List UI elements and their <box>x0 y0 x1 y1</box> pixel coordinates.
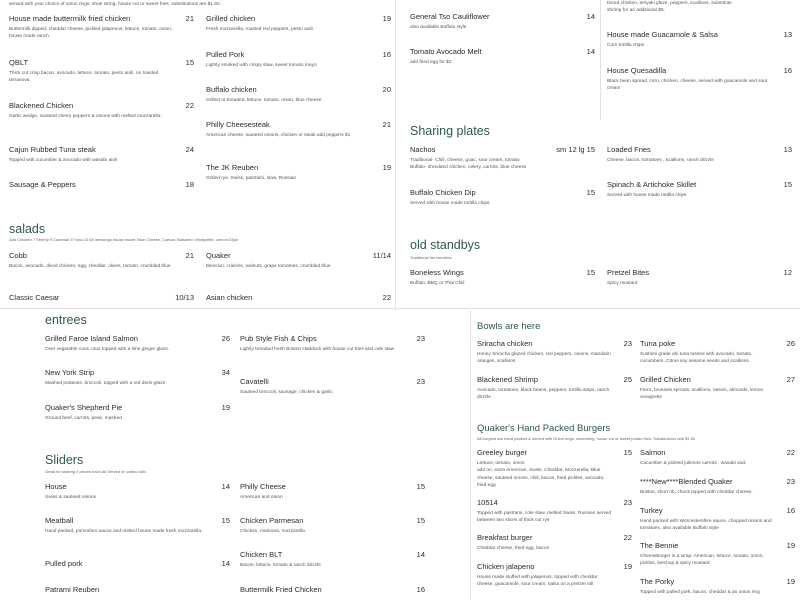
item-name: Nachos <box>410 145 436 154</box>
item-name: ****New****Blended Quaker <box>640 477 733 486</box>
item-price: sm 12 lg 15 <box>556 145 595 154</box>
item-price: 24 <box>185 145 194 154</box>
salads-subtitle: Add Chicken 7 Shrimp 9 Calamari 9 Tuna 10 All dressings house made: Blue Cheese, Caesar, Balsamic Vinaigrette, Lemon Dijon <box>9 237 239 242</box>
item-name: Pulled Pork <box>206 50 245 59</box>
item-name: Cobb <box>9 251 27 260</box>
item-desc: Garlic wedge, sauteed cherry peppers & onions with melted mozzarella. <box>9 114 162 119</box>
section-title-bowls: Bowls are here <box>477 321 541 332</box>
item-price: 16 <box>382 50 391 59</box>
item-price: 15 <box>416 516 425 525</box>
item-price: 14 <box>221 482 230 491</box>
item-price: 23 <box>416 334 425 343</box>
item-price: 14 <box>586 47 595 56</box>
item-name: Grilled chicken <box>206 14 256 23</box>
item-desc: Sauteed broccoli, sausage, chicken & garlic <box>240 390 333 395</box>
item-desc: Sushimi grade ahi tuna tossed with avocado, tomato, cucumbers, Citrus soy sesame seeds and scallions <box>640 352 753 365</box>
item-desc: Brisket, short rib, chuck topped with cheddar cheese. <box>640 490 753 495</box>
item-name: Chicken Parmesan <box>240 516 304 525</box>
item-price: 13 <box>783 145 792 154</box>
item-name: Breakfast burger <box>477 533 533 542</box>
item-price: 19 <box>221 403 230 412</box>
burgers-subtitle: All burgers are hand packed & served with Onion rings, shoestring, house cut or sweet potato fries. Substitutions add $1.50 <box>477 436 696 441</box>
col4-intro: Diced chicken, teriyaki glaze, peppers, scallions, substitute shrimp for an additional $6. <box>607 1 732 14</box>
item-desc: Grilled or breaded, lettuce, tomato, onion, blue cheese <box>206 98 322 103</box>
item-desc: Lettuce, tomato, onion add on: extra American, Swiss, Cheddar, Mozzarella, Blue cheese, sauteed onions, chili, bacon, fried pickles, avocado, fried egg <box>477 461 605 489</box>
item-price: 21 <box>185 251 194 260</box>
item-price: 12 <box>783 268 792 277</box>
item-price: 18 <box>185 180 194 189</box>
item-price: 22 <box>185 101 194 110</box>
item-price: 19 <box>382 14 391 23</box>
item-desc: also available Buffalo style <box>410 25 467 30</box>
item-price: 14 <box>586 12 595 21</box>
item-desc: Cheeseburger in a wrap, American, lettuce, tomato, onion, pickles, ketchup & spicy mustard <box>640 554 764 567</box>
item-price: 23 <box>786 477 795 486</box>
item-desc: Topped with pastrami, cole slaw, melted Swiss, Russian served between two slices of thick cut rye <box>477 511 612 524</box>
item-name: Cavatelli <box>240 377 269 386</box>
item-name: House made buttermilk fried chicken <box>9 14 131 23</box>
item-name: Grilled Faroe Island Salmon <box>45 334 138 343</box>
item-desc: Hand packed with Worcestershire sauce, chopped onions and tomatoes, also available Buffalo style <box>640 519 772 532</box>
item-price: 11/14 <box>372 251 391 260</box>
item-name: General Tso Cauliflower <box>410 12 490 21</box>
item-name: Quaker's Shepherd Pie <box>45 403 123 412</box>
item-name: The JK Reuben <box>206 163 259 172</box>
section-title-burgers: Quaker's Hand Packed Burgers <box>477 423 611 434</box>
item-desc: Traditional- Chili, cheese, guac, sour cream, tomato Buffalo- shredded chicken, celery, carrots, blue cheese <box>410 158 527 171</box>
item-desc: House made stuffed with jalapenos, topped with cheddar cheese, guacamole, sour cream, salsa on a pretzel roll <box>477 575 598 588</box>
item-name: Buttermilk Fried Chicken <box>240 585 322 594</box>
item-desc: Corn tortilla chips <box>607 43 645 48</box>
item-price: 26 <box>786 339 795 348</box>
item-name: Pub Style Fish & Chips <box>240 334 317 343</box>
item-desc: American and onion <box>240 495 283 500</box>
item-desc: Over vegetable cous cous topped with a lime ginger glaze. <box>45 347 170 352</box>
item-price: 23 <box>416 377 425 386</box>
item-name: Pretzel Bites <box>607 268 650 277</box>
item-price: 23 <box>623 498 632 507</box>
item-desc: Topped with cucumber & avocado with wasabi aioli <box>9 158 117 163</box>
item-name: Loaded Fries <box>607 145 651 154</box>
item-name: Buffalo Chicken Dip <box>410 188 476 197</box>
item-desc: Grilled rye, Swiss, pastrami, slaw, Russian <box>206 176 297 181</box>
item-price: 19 <box>786 577 795 586</box>
item-name: Salmon <box>640 448 666 457</box>
item-desc: Black bean spread, corn, chicken, cheese, served with guacamole and sour cream <box>607 79 768 92</box>
item-desc: Bacon, lettuce, tomato & ranch drizzle <box>240 563 321 568</box>
item-price: 19 <box>382 163 391 172</box>
item-name: House <box>45 482 67 491</box>
item-name: Chicken BLT <box>240 550 283 559</box>
item-name: Spinach & Artichoke Skillet <box>607 180 697 189</box>
item-price: 15 <box>586 268 595 277</box>
item-desc: Served with house made tortilla chips <box>410 201 490 206</box>
item-name: QBLT <box>9 58 29 67</box>
item-price: 22 <box>382 293 391 302</box>
item-price: 21 <box>382 120 391 129</box>
item-price: 26 <box>221 334 230 343</box>
item-price: 13 <box>783 30 792 39</box>
item-desc: Thick cut crisp bacon, avocado, lettuce, tomato, pesto aioli, on toasted terranova. <box>9 71 159 84</box>
item-desc: Cucumber & pickled julienne carrots , wasabi aioli <box>640 461 746 466</box>
item-name: Cajun Rubbed Tuna steak <box>9 145 96 154</box>
item-price: 19 <box>623 562 632 571</box>
item-name: Pulled pork <box>45 559 83 568</box>
item-desc: Swiss & sauteed onions <box>45 495 96 500</box>
item-name: House Quesadilla <box>607 66 667 75</box>
item-price: 22 <box>786 448 795 457</box>
item-price: 15 <box>623 448 632 457</box>
item-name: Blackened Chicken <box>9 101 74 110</box>
item-price: 16 <box>783 66 792 75</box>
sliders-subtitle: Great for sharing 3 pieces each All Served on potato rolls <box>45 469 147 474</box>
item-price: 34 <box>221 368 230 377</box>
item-name: Chicken jalapeno <box>477 562 535 571</box>
item-price: 20 <box>382 85 391 94</box>
item-price: 15 <box>221 516 230 525</box>
item-name: Greeley burger <box>477 448 528 457</box>
item-price: 15 <box>586 188 595 197</box>
item-desc: Served with house made tortilla chips <box>607 193 687 198</box>
item-desc: Hand packed, pomodoro sauce and melted house made fresh mozzarella. <box>45 529 203 534</box>
item-desc: Bacon, avocado, diced chicken, egg, cheddar, olives, tomato, crumbled blue <box>9 264 171 269</box>
item-desc: Chicken, marinara, mozzarella <box>240 529 305 534</box>
item-price: 10/13 <box>175 293 194 302</box>
item-name: Tomato Avocado Melt <box>410 47 482 56</box>
item-price: 22 <box>623 533 632 542</box>
section-title-standbys: old standbys <box>410 238 481 252</box>
item-desc: Mesclun, craisins, walnuts, grape tomatoes, crumbled blue <box>206 264 331 269</box>
item-desc: Fresh mozzarella, roasted red peppers, pesto aioli <box>206 27 313 32</box>
item-price: 14 <box>416 550 425 559</box>
item-price: 21 <box>185 14 194 23</box>
item-name: Meatball <box>45 516 74 525</box>
item-desc: Ground beef, carrots, peas, mashed <box>45 416 122 421</box>
item-price: 16 <box>786 506 795 515</box>
standbys-subtitle: Traditional fan favorites <box>410 255 452 260</box>
item-name: Boneless Wings <box>410 268 464 277</box>
item-price: 27 <box>786 375 795 384</box>
section-title-sliders: Sliders <box>45 453 84 467</box>
item-desc: Buttermilk dipped, cheddar cheese, pickled jalapenos, lettuce, tomato, onion, house made ranch. <box>9 27 173 40</box>
item-desc: Avocado, tomatoes, black beans, peppers, tortilla strips, ranch drizzle <box>477 388 610 401</box>
section-title-sharing: Sharing plates <box>410 124 490 138</box>
item-price: 15 <box>783 180 792 189</box>
item-name: Turkey <box>640 506 663 515</box>
item-price: 15 <box>416 482 425 491</box>
item-desc: Topped with pulled pork, bacon, cheddar & an onion ring <box>640 590 760 595</box>
item-price: 16 <box>416 585 425 594</box>
item-name: Blackened Shrimp <box>477 375 538 384</box>
item-desc: Cheddar cheese, fried egg, bacon <box>477 546 550 551</box>
item-name: 10514 <box>477 498 498 507</box>
item-name: House made Guacamole & Salsa <box>607 30 718 39</box>
item-price: 19 <box>786 541 795 550</box>
item-name: Philly Cheese <box>240 482 286 491</box>
item-name: The Bennie <box>640 541 679 550</box>
item-desc: Cheese, bacon, tomatoes , scallions, ranch drizzle <box>607 158 714 163</box>
item-name: Sriracha chicken <box>477 339 533 348</box>
item-price: 15 <box>185 58 194 67</box>
item-price: 25 <box>623 375 632 384</box>
item-name: Buffalo chicken <box>206 85 257 94</box>
item-desc: American cheese, sauteed onions, chicken or steak add peppers $1 <box>206 133 351 138</box>
item-price: 14 <box>221 559 230 568</box>
item-desc: Farro, brussels sprouts, scallions, raisins, almonds, lemon vinaigrette <box>640 388 764 401</box>
item-desc: Spicy mustard <box>607 281 638 286</box>
item-desc: Honey Sriracha glazed chicken, red peppers, onions, mandarin oranges, scallions <box>477 352 611 365</box>
item-name: Asian chicken <box>206 293 253 302</box>
item-name: Classic Caesar <box>9 293 60 302</box>
item-name: Tuna poke <box>640 339 676 348</box>
section-title-salads: salads <box>9 222 46 236</box>
item-name: Quaker <box>206 251 231 260</box>
item-desc: Buffalo, BBQ or Thai Chili <box>410 281 465 286</box>
item-name: New York Strip <box>45 368 95 377</box>
item-price: 23 <box>623 339 632 348</box>
item-desc: add fried egg for $2 <box>410 60 452 65</box>
item-desc: Mashed potatoes, broccoli, topped with a red demi-glaze. <box>45 381 167 386</box>
section-title-entrees: entrees <box>45 313 87 327</box>
item-name: Grilled Chicken <box>640 375 691 384</box>
item-name: Philly Cheesesteak <box>206 120 270 129</box>
top-note: served with your choice of onion rings, shoe string, house cut or sweet fries. substitutions are $1.50 <box>9 2 220 7</box>
item-name: The Porky <box>640 577 675 586</box>
item-name: Patrami Reuben <box>45 585 100 594</box>
item-name: Sausage & Peppers <box>9 180 76 189</box>
item-desc: Lightly breaded fresh Boston Haddock with house cut fries and cole slaw <box>240 347 395 352</box>
item-desc: Lightly smoked with crispy slaw, sweet tomato mayo <box>206 63 317 68</box>
